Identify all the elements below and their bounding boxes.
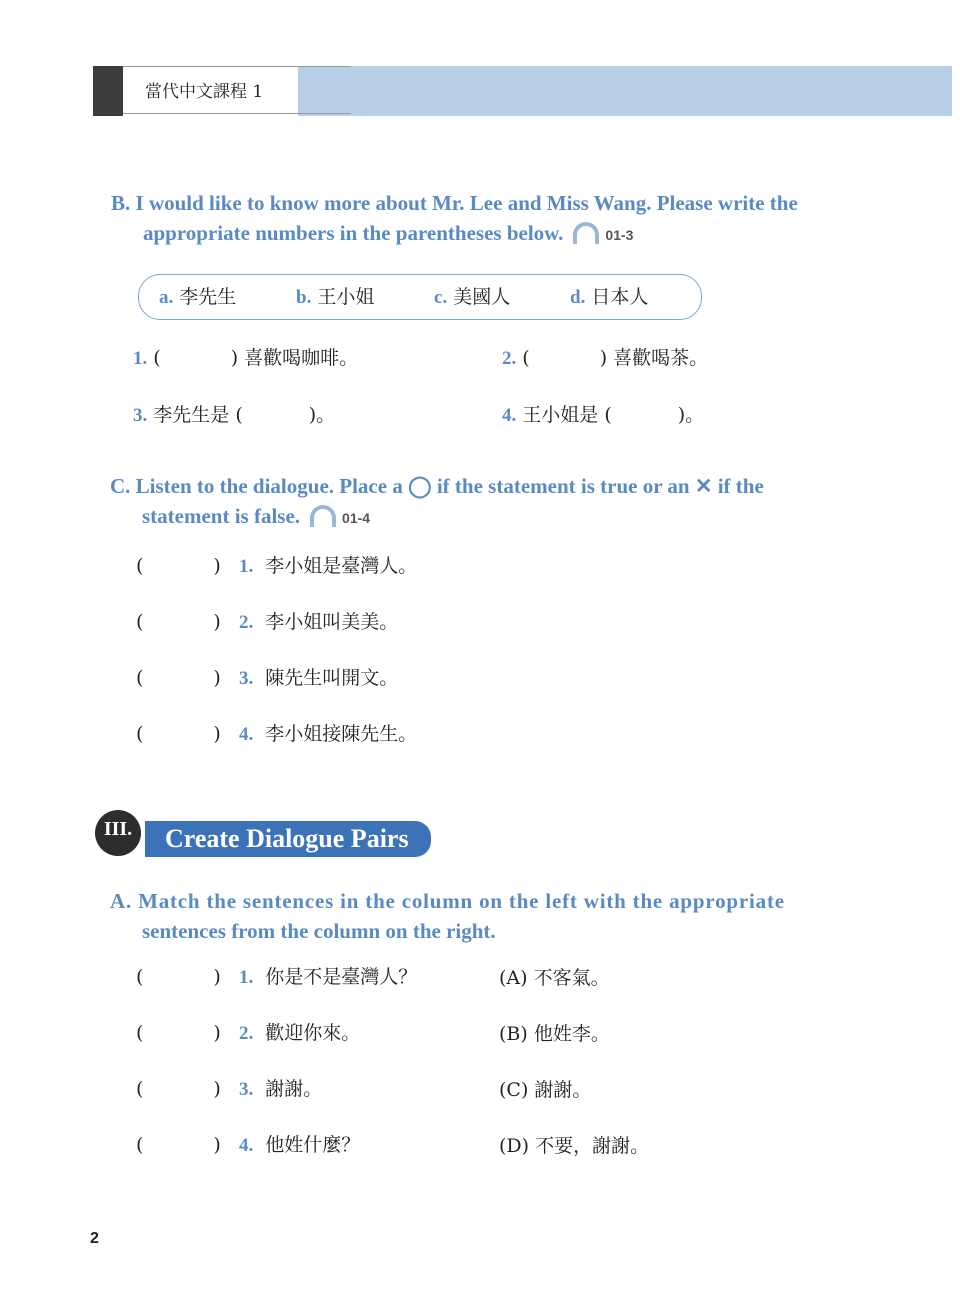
match-left-item: ( ) 3. 謝謝。 [136,1078,323,1100]
question-item: 2. ( ) 喜歡喝茶。 [502,347,709,369]
option: a. 李先生 [159,286,237,308]
book-title: 當代中文課程 1 [123,66,351,114]
circle-symbol: ◯ [408,474,432,498]
header-dark-tab [93,66,123,116]
section-letter: B. [111,191,131,215]
match-right-item: (B) 他姓李。 [499,1023,610,1045]
header-blue-band [298,66,952,116]
audio-track-code: 01-4 [342,510,371,526]
options-box [138,274,702,320]
match-right-item: (D) 不要，謝謝。 [499,1135,650,1157]
question-item: 1. ( ) 喜歡喝咖啡。 [133,347,359,369]
part-title: Create Dialogue Pairs [145,821,431,857]
section-b-instructions [111,188,798,250]
page-number: 2 [90,1230,99,1247]
section-letter: C. [110,474,131,498]
option: d. 日本人 [570,286,649,308]
headphones-icon[interactable] [310,505,336,527]
match-right-item: (C) 謝謝。 [499,1079,592,1101]
match-left-item: ( ) 1. 你是不是臺灣人？ [136,966,418,988]
section-a-instructions: A. Match the sentences in the column on the left with the appropriate sentences from the column on the right. [110,889,785,943]
statement-item: ( ) 2. 李小姐叫美美。 [136,611,399,633]
cross-symbol: ✕ [694,474,713,498]
question-item: 4. 王小姐是 ( )。 [502,404,705,426]
headphones-icon[interactable] [573,222,599,244]
section-letter: A. [110,889,133,913]
question-item: 3. 李先生是 ( )。 [133,404,336,426]
match-right-item: (A) 不客氣。 [499,967,610,989]
option: b. 王小姐 [296,286,375,308]
statement-item: ( ) 1. 李小姐是臺灣人。 [136,555,418,577]
audio-track-code: 01-3 [605,227,634,243]
statement-item: ( ) 3. 陳先生叫開文。 [136,667,399,689]
instruction-line: appropriate numbers in the parentheses below. [143,221,564,245]
section-c-instructions: C. Listen to the dialogue. Place a ◯ if the statement is true or an ✕ if the statement is false. 01-4 [110,474,764,528]
match-left-item: ( ) 4. 他姓什麼？ [136,1134,361,1156]
option: c. 美國人 [434,286,511,308]
instruction-line: I would like to know more about Mr. Lee and Miss Wang. Please write the [135,191,798,215]
part-numeral: III. [95,810,141,856]
match-left-item: ( ) 2. 歡迎你來。 [136,1022,361,1044]
statement-item: ( ) 4. 李小姐接陳先生。 [136,723,418,745]
